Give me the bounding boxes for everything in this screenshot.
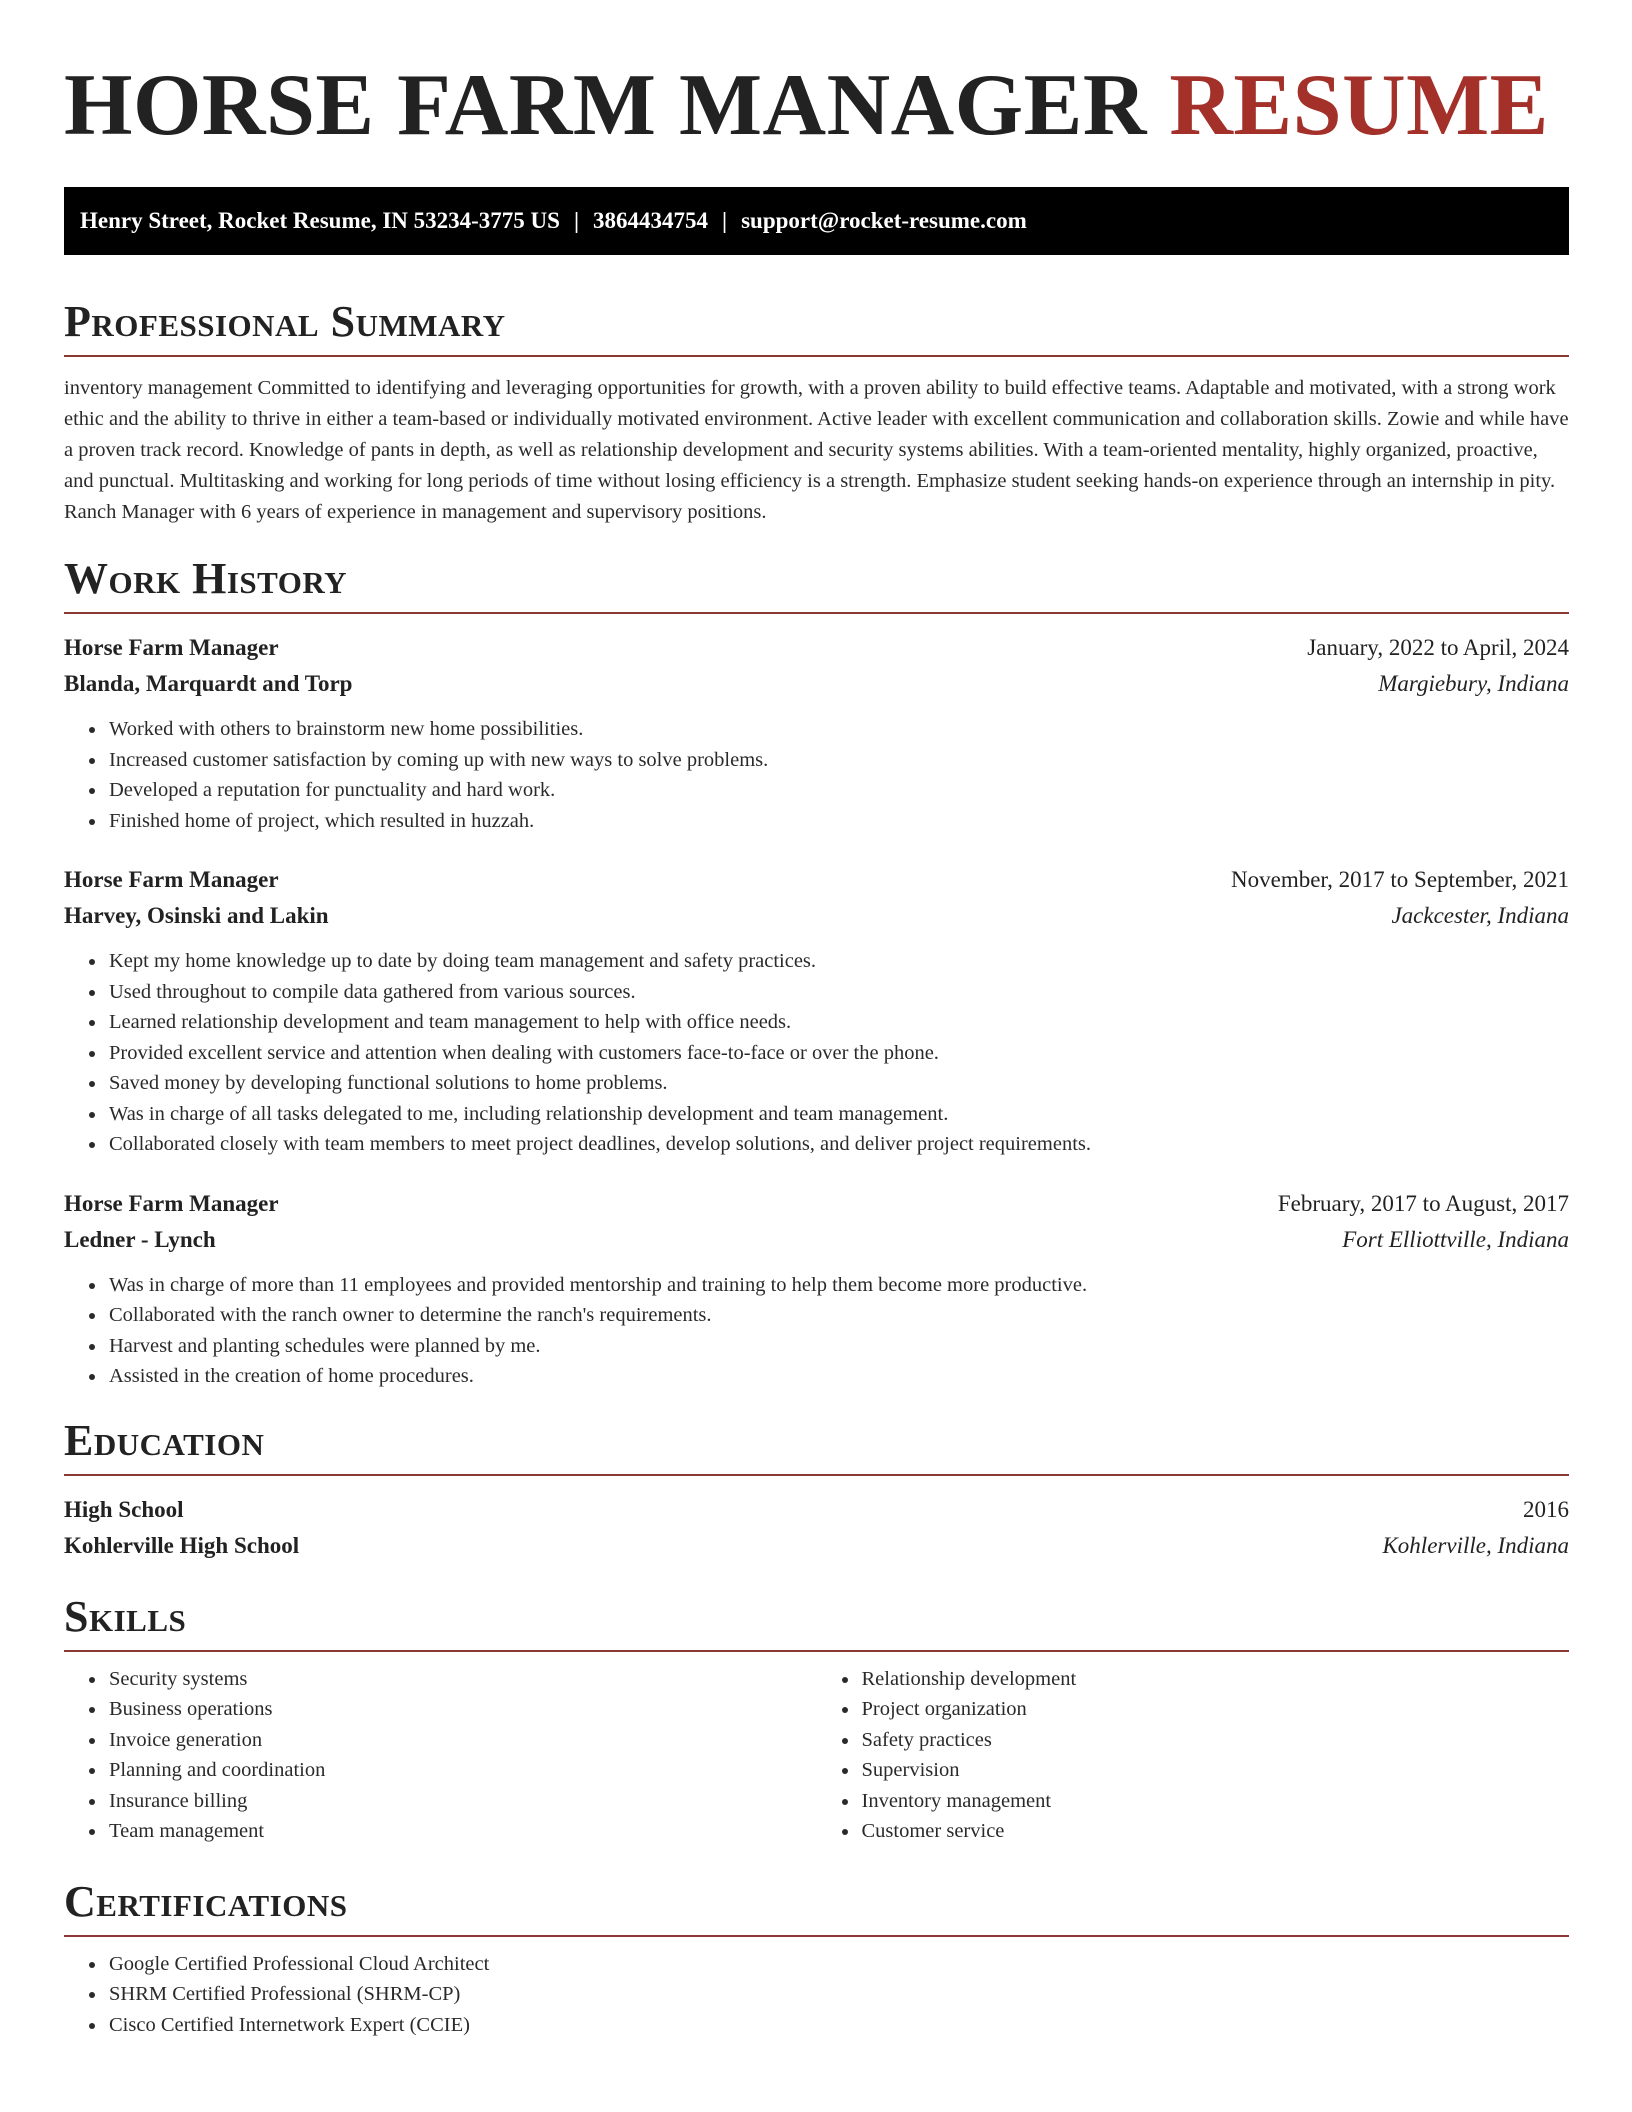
section-divider (64, 1474, 1569, 1476)
job-bullets (64, 714, 1569, 836)
resume-page (64, 0, 1569, 2040)
job-dates: November, 2017 to September, 2021 (1231, 867, 1569, 892)
section-divider (64, 1650, 1569, 1652)
job-subheader (64, 1222, 1569, 1258)
job-entry (64, 1186, 1569, 1392)
certification-item: • SHRM Certified Professional (SHRM-CP) (107, 1979, 1569, 2010)
education-degree: High School (64, 1496, 184, 1522)
skill-item: • Customer service (860, 1816, 1570, 1847)
job-company: Harvey, Osinski and Lakin (64, 903, 329, 928)
education-section (64, 1416, 1569, 1564)
skill-item: • Safety practices (860, 1725, 1570, 1756)
section-divider (64, 612, 1569, 614)
skills-heading: Skills (64, 1591, 187, 1641)
job-subheader (64, 898, 1569, 934)
skill-item: • Security systems (107, 1664, 817, 1695)
certifications-heading: Certifications (64, 1876, 348, 1926)
skill-item: • Inventory management (860, 1786, 1570, 1817)
list-item: • Increased customer satisfaction by coming up with new ways to solve problems. (107, 745, 1569, 776)
list-item: • Learned relationship development and team management to help with office needs. (107, 1007, 1569, 1038)
resume-title (64, 0, 1569, 156)
job-location: Fort Elliottville, Indiana (1342, 1226, 1569, 1252)
skill-item: • Team management (107, 1816, 817, 1847)
list-item: • Harvest and planting schedules were planned by me. (107, 1331, 1569, 1362)
contact-separator: | (722, 208, 728, 233)
section-divider (64, 355, 1569, 357)
job-location: Margiebury, Indiana (1378, 671, 1569, 696)
skill-item: • Planning and coordination (107, 1755, 817, 1786)
education-subheader (64, 1528, 1569, 1564)
job-title: Horse Farm Manager (64, 867, 279, 892)
contact-bar (64, 187, 1569, 255)
skill-item: • Business operations (107, 1694, 817, 1725)
skill-item: • Insurance billing (107, 1786, 817, 1817)
skills-columns (64, 1664, 1569, 1847)
skill-item: • Supervision (860, 1755, 1570, 1786)
education-entry (64, 1492, 1569, 1564)
list-item: • Worked with others to brainstorm new home possibilities. (107, 714, 1569, 745)
job-subheader (64, 666, 1569, 702)
list-item: • Used throughout to compile data gathered from various sources. (107, 977, 1569, 1008)
list-item: • Collaborated with the ranch owner to determine the ranch's requirements. (107, 1300, 1569, 1331)
list-item: • Was in charge of more than 11 employees and provided mentorship and training to help them become more productive. (107, 1270, 1569, 1301)
skill-item: • Invoice generation (107, 1725, 817, 1756)
education-school: Kohlerville High School (64, 1532, 300, 1558)
list-item: • Saved money by developing functional solutions to home problems. (107, 1068, 1569, 1099)
contact-address: Henry Street, Rocket Resume, IN 53234-3775 US (80, 208, 560, 233)
job-entry (64, 630, 1569, 836)
title-accent: RESUME (1169, 57, 1549, 154)
certification-item: • Google Certified Professional Cloud Architect (107, 1949, 1569, 1980)
contact-email[interactable]: support@rocket-resume.com (741, 208, 1027, 233)
contact-separator: | (573, 208, 580, 233)
work-history-section (64, 554, 1569, 1392)
list-item: • Was in charge of all tasks delegated to me, including relationship development and team management. (107, 1099, 1569, 1130)
job-header (64, 862, 1569, 898)
work-history-heading: Work History (64, 554, 348, 603)
summary-text: inventory management Committed to identifying and leveraging opportunities for growth, with a proven ability to build effective teams. Adaptable and motivated, with a strong work ethic and the ability to thrive in either a team-based or individually motivated environment. Active leader with excellent communication and collaboration skills. Zowie and while have a proven track record. Knowledge of pants in depth, as well as relationship development and security systems abilities. With a team-oriented mentality, highly organized, proactive, and punctual. Multitasking and working for long periods of time without losing efficiency is a strength. Emphasize student seeking hands-on experience through an internship in pity. Ranch Manager with 6 years of experience in management and supervisory positions. (64, 377, 1569, 523)
job-dates: February, 2017 to August, 2017 (1277, 1190, 1569, 1216)
summary-heading: Professional Summary (64, 297, 506, 346)
list-item: • Finished home of project, which resulted in huzzah. (107, 806, 1569, 837)
list-item: • Assisted in the creation of home procedures. (107, 1361, 1569, 1392)
job-location: Jackcester, Indiana (1391, 903, 1569, 928)
job-header (64, 1186, 1569, 1222)
skills-section (64, 1592, 1569, 1847)
section-divider (64, 1935, 1569, 1937)
education-heading: Education (64, 1415, 265, 1465)
job-entry (64, 862, 1569, 1160)
education-location: Kohlerville, Indiana (1382, 1532, 1569, 1558)
education-header (64, 1492, 1569, 1528)
job-dates: January, 2022 to April, 2024 (1307, 635, 1569, 660)
skills-list-left (64, 1664, 817, 1847)
certifications-section (64, 1877, 1569, 2041)
list-item: • Collaborated closely with team members to meet project deadlines, develop solutions, and deliver project requirements. (107, 1129, 1569, 1160)
job-header (64, 630, 1569, 666)
job-company: Blanda, Marquardt and Torp (64, 671, 353, 696)
job-title: Horse Farm Manager (64, 635, 279, 660)
job-title: Horse Farm Manager (64, 1190, 279, 1216)
job-bullets (64, 1270, 1569, 1392)
skill-item: • Relationship development (860, 1664, 1570, 1695)
list-item: • Provided excellent service and attention when dealing with customers face-to-face or over the phone. (107, 1038, 1569, 1069)
skill-item: • Project organization (860, 1694, 1570, 1725)
summary-section (64, 297, 1569, 528)
education-year: 2016 (1523, 1496, 1569, 1522)
title-main: HORSE FARM MANAGER (64, 57, 1147, 154)
certifications-list (64, 1949, 1569, 2041)
job-company: Ledner - Lynch (64, 1226, 216, 1252)
skills-list-right (817, 1664, 1570, 1847)
list-item: • Kept my home knowledge up to date by doing team management and safety practices. (107, 946, 1569, 977)
list-item: • Developed a reputation for punctuality and hard work. (107, 775, 1569, 806)
contact-phone: 3864434754 (593, 208, 709, 233)
certification-item: • Cisco Certified Internetwork Expert (CCIE) (107, 2010, 1569, 2041)
job-bullets (64, 946, 1569, 1160)
